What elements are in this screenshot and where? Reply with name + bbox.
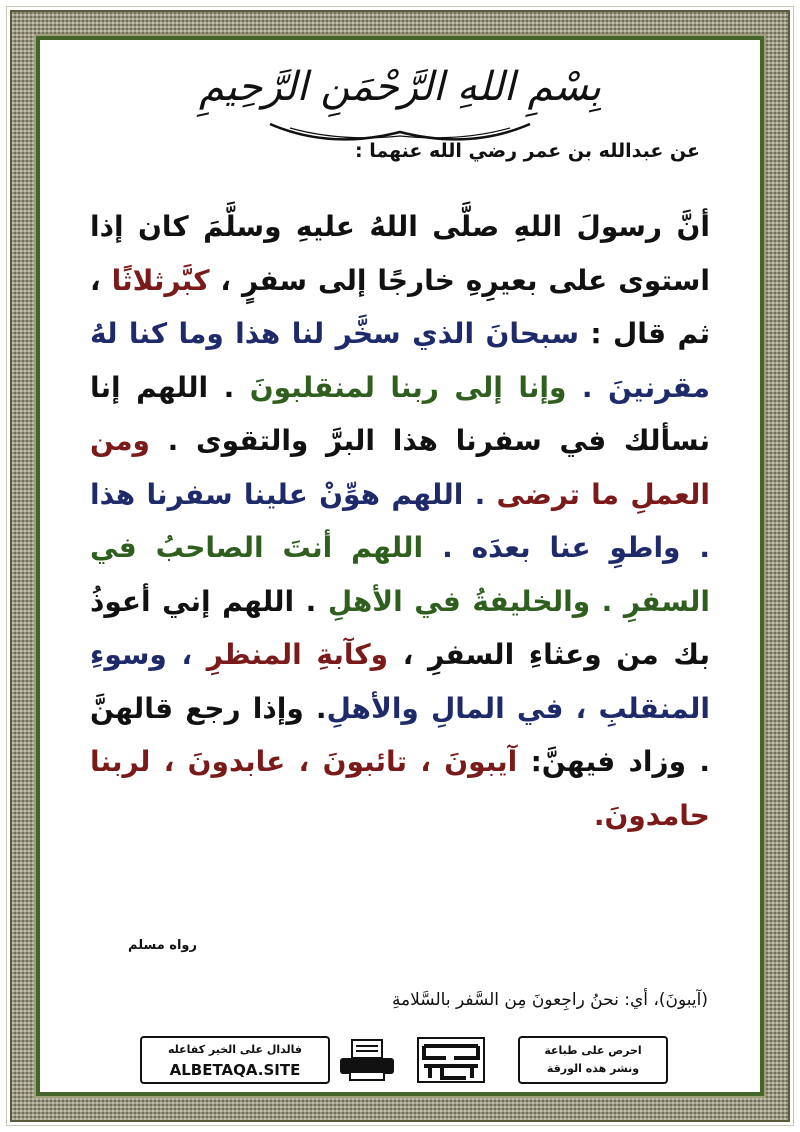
print-share-box bbox=[518, 1036, 668, 1084]
print-share-line-1: احرص على طباعة bbox=[544, 1044, 642, 1057]
hadith-segment: . وإذا رجع قالهنَّ . وزاد فيهنَّ: bbox=[90, 691, 710, 778]
hadith-segment: وإنا إلى ربنا لمنقلبونَ bbox=[249, 370, 567, 404]
printer-icon bbox=[336, 1038, 398, 1082]
hadith-segment: ومن العملِ ما ترضى bbox=[90, 424, 710, 511]
source-reference: رواه مسلم bbox=[128, 938, 197, 953]
website-url: ALBETAQA.SITE bbox=[169, 1061, 301, 1079]
basmala-text: بِسْمِ اللهِ الرَّحْمَنِ الرَّحِيمِ bbox=[198, 64, 602, 110]
footer-bar bbox=[140, 1036, 668, 1084]
narrator-line: عن عبدالله بن عمر رضي الله عنهما : bbox=[355, 140, 700, 162]
hadith-segment: . اللهم هوِّنْ علينا سفرنا هذا . واطوِ عنا بعدَه . bbox=[90, 477, 710, 564]
hadith-segment: اللهم أنتَ الصاحبُ في السفرِ . والخليفةُ في الأهلِ bbox=[90, 531, 710, 618]
hadith-segment: ، وسوءِ المنقلبِ ، في المالِ والأهلِ bbox=[90, 638, 710, 725]
hadith-segment: . اللهم إني أعوذُ بك من وعثاءِ السفرِ ، bbox=[90, 584, 710, 671]
hadith-text bbox=[90, 200, 710, 842]
hadith-segment: آيبونَ ، تائبونَ ، عابدونَ ، لربنا حامدونَ. bbox=[90, 745, 710, 832]
word-explanation-note: (آيبونَ)، أي: نحنُ راجِعونَ مِن السَّفر بالسَّلامةِ bbox=[391, 990, 708, 1010]
dawat-alwaraqa-logo-icon bbox=[416, 1036, 486, 1084]
hadith-segment: سبحانَ الذي سخَّر لنا هذا وما كنا لهُ مقرنينَ . bbox=[90, 317, 710, 404]
content-card bbox=[36, 36, 764, 1096]
print-share-line-2: ونشر هذه الورقة bbox=[546, 1062, 640, 1075]
hadith-segment: أنَّ رسولَ اللهِ صلَّى اللهُ عليهِ وسلَّمَ كان إذا استوى على بعيرِهِ خارجًا إلى سفرٍ ، bbox=[90, 210, 710, 297]
hadith-segment: كبَّرثلاثًا bbox=[111, 263, 210, 297]
website-box bbox=[140, 1036, 330, 1084]
website-tagline: فالدال على الخير كفاعله bbox=[167, 1043, 303, 1056]
hadith-segment: . اللهم إنا نسألك في سفرنا هذا البرَّ والتقوى . bbox=[90, 370, 710, 457]
hadith-segment: وكآبةِ المنظرِ bbox=[206, 638, 389, 671]
hadith-segment: ، ثم قال : bbox=[90, 263, 710, 350]
